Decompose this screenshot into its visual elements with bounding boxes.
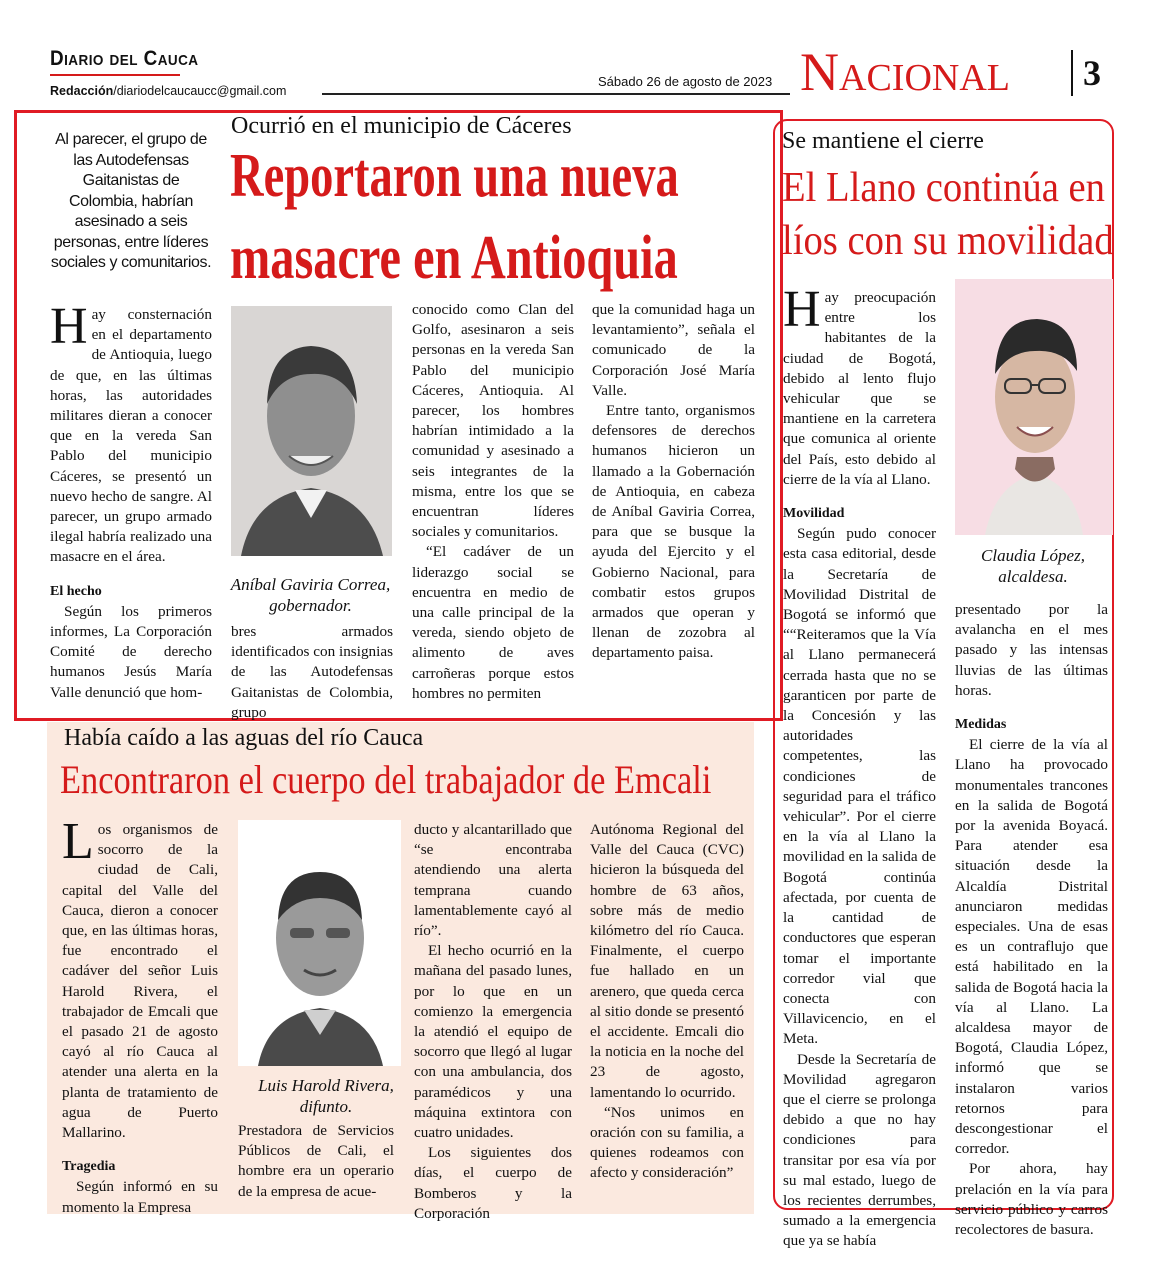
section-divider <box>1071 50 1073 96</box>
paragraph: “El cadáver de un liderazgo social se encuentra en medio de una calle principal de la vereda, siendo objeto de alimento de aves carroñeras porque estos hombres no permiten <box>412 543 574 702</box>
redaccion-label: Redacción <box>50 84 114 98</box>
paragraph: Según informó en su momento la Empresa <box>62 1178 218 1216</box>
article-emcali-column-1 <box>62 813 218 1218</box>
paragraph: Desde la Secretaría de Movilidad agregaron que el cierre se prolonga debido a que no hay condiciones para transitar por esa vía por su mal estado, luego de los recientes derrumbes, sumado a la emergencia que ya se había <box>783 1050 936 1250</box>
paragraph: os organismos de socorro de la ciudad de Cali, capital del Valle del Cauca, dieron a conocer que, en las últimas horas, fue encontrado el cadáver del señor Luis Harold Rivera, el trabajador de Emcali que el pasado 21 de agosto cayó al río Cauca al atender una alerta en la planta de tratamiento de agua de Puerto Mallarino. <box>62 821 218 1142</box>
page-number: 3 <box>1083 53 1101 93</box>
article-emcali-column-2 <box>238 1121 394 1202</box>
paragraph: “Nos unimos en oración con su familia, a quienes rodeamos con afecto y consideración” <box>590 1103 744 1182</box>
portrait-illustration <box>231 306 392 556</box>
subhead-movilidad: Movilidad <box>783 506 845 522</box>
article-emcali-column-3 <box>414 820 572 1224</box>
article-llano-headline-2: líos con su movilidad <box>782 218 1114 264</box>
paragraph: presentado por la avalancha en el mes pasado y las intensas lluvias de las últimas horas. <box>955 601 1108 699</box>
photo-caption-claudia-lopez: Claudia López, alcaldesa. <box>981 546 1085 586</box>
paragraph: Los siguientes dos días, el cuerpo de Bomberos y la Corporación <box>414 1144 572 1222</box>
portrait-illustration <box>238 820 401 1066</box>
article-llano-kicker: Se mantiene el cierre <box>782 128 984 154</box>
article-antioquia-column-4 <box>592 300 755 664</box>
article-llano-column-1 <box>783 281 936 1252</box>
paper-name: Diario del Cauca <box>50 47 199 70</box>
paragraph: Entre tanto, organismos defensores de derechos humanos hicieron un llamado a la Gobernación de Antioquia, en cabeza de Aníbal Gaviria Correa, para que se busque la ayuda del Ejercito y el Gobierno Nacional, para combatir estos grupos armados que operan y llenan de zozobra al departamento paisa. <box>592 402 755 662</box>
article-antioquia-column-1 <box>50 298 212 703</box>
paragraph: bres armados identificados con insignias de las Autodefensas Gaitanistas de Colombia, grupo <box>231 623 393 721</box>
paragraph: ay preocupación entre los habitantes de la ciudad de Bogotá, debido al lento flujo vehicular que se mantiene en la carretera que comunica al oriente del País, esto debido al cierre de la vía al Llano. <box>783 289 936 488</box>
paragraph: conocido como Clan del Golfo, asesinaron a seis personas en la vereda San Pablo del municipio Cáceres, Antioquia. Al parecer, los hombres habrían intimidado a la comunidad y asesinado a seis integrantes de la misma, entre los que se encuentran líderes sociales y comunitarios. <box>412 301 574 541</box>
paragraph: Prestadora de Servicios Públicos de Cali, el hombre era un operario de la empresa de acue- <box>238 1122 394 1200</box>
article-antioquia-column-2 <box>231 622 393 723</box>
photo-claudia-lopez <box>955 279 1113 535</box>
article-llano-headline-1: El Llano continúa en <box>782 165 1105 211</box>
article-emcali-column-4 <box>590 820 744 1184</box>
paragraph: Según pudo conocer esta casa editorial, desde la Secretaría de Movilidad Distrital de Bogotá se informó que ““Reiteramos que la Vía al Llano permanecerá cerrada hasta que no se garanticen por parte de la Concesión y las autoridades competentes, las condiciones de seguridad para el tráfico vehicular”. Por el cierre en la vía al Llano la movilidad en la salida de Bogotá continúa afectada, por cuenta de la cantidad de conductores que esperan tomar el importante corredor vial que conecta con Villavicencio, en el Meta. <box>783 525 936 1048</box>
paragraph: Según los primeros informes, La Corporación Comité de derecho humanos Jesús María Valle denunció que hom- <box>50 602 212 701</box>
paragraph: El cierre de la vía al Llano ha provocado monumentales trancones en la salida de Bogotá por la avenida Boyacá. Para atender esa situación desde la Alcaldía Distrital anunciaron medidas especiales. Una de esas es un contraflujo que está habilitado en la salida de Bogotá hacia la vía al Llano. La alcaldesa mayor de Bogotá, Claudia López, informó que se instalaron varios retornos para descongestionar el corredor. <box>955 736 1108 1158</box>
article-llano-column-2 <box>955 600 1108 1240</box>
article-antioquia-column-3 <box>412 300 574 704</box>
article-antioquia-kicker: Ocurrió en el municipio de Cáceres <box>231 113 572 139</box>
article-emcali-kicker: Había caído a las aguas del río Cauca <box>64 725 424 751</box>
photo-anibal-gaviria <box>231 306 392 556</box>
photo-luis-harold-rivera <box>238 820 401 1066</box>
dropcap: H <box>783 281 821 338</box>
subhead-el-hecho: El hecho <box>50 583 102 599</box>
article-emcali-headline: Encontraron el cuerpo del trabajador de Emcali <box>60 757 712 802</box>
dropcap: H <box>50 298 88 355</box>
paper-name-underline <box>50 74 180 76</box>
dropcap: L <box>62 813 94 870</box>
paragraph: El hecho ocurrió en la mañana del pasado lunes, por lo que en un comienzo la emergencia la atendió el equipo de socorro que llegó al lugar con una ambulancia, dos paramédicos y una máquina extintora con cuatro unidades. <box>414 942 572 1142</box>
issue-date: Sábado 26 de agosto de 2023 <box>598 74 773 89</box>
paragraph: Por ahora, hay prelación en la vía para servicio público y carros recolectores de basura. <box>955 1160 1108 1239</box>
header-rule <box>322 93 790 95</box>
portrait-illustration <box>955 279 1113 535</box>
article-antioquia-summary: Al parecer, el grupo de las Autodefensas Gaitanistas de Colombia, habrían asesinado a seis personas, entre líderes sociales y comunitarios. <box>50 131 212 271</box>
subhead-medidas: Medidas <box>955 717 1007 733</box>
redaccion-email: /diariodelcaucaucc@gmail.com <box>113 84 287 98</box>
subhead-tragedia: Tragedia <box>62 1159 116 1175</box>
paragraph: ay consternación en el departamento de Antioquia, luego de que, en las últimas horas, las autoridades militares dieran a conocer que en la vereda San Pablo del municipio Cáceres, se presentó un nuevo hecho de sangre. Al parecer, un grupo armado ilegal habría realizado una masacre en el área. <box>50 306 212 566</box>
paragraph: Autónoma Regional del Valle del Cauca (CVC) hicieron la búsqueda del hombre de 63 años, sobre más de medio kilómetro del río Cauca. Finalmente, el cuerpo fue hallado en un arenero, que queda cerca al sitio donde se presentó el accidente. Emcali dio la noticia en la noche del 23 de agosto, lamentando lo ocurrido. <box>590 821 744 1101</box>
article-antioquia-headline-1: Reportaron una nueva <box>230 142 679 210</box>
paragraph: ducto y alcantarillado que “se encontraba atendiendo una alerta temprana cuando lamentablemente cayó al río”. <box>414 821 572 940</box>
section-title: Nacional <box>800 42 1010 102</box>
redaccion-line <box>50 84 286 98</box>
article-antioquia-headline-2: masacre en Antioquia <box>230 224 678 292</box>
paragraph: que la comunidad haga un levantamiento”, señala el comunicado de la Corporación José María Valle. <box>592 301 755 399</box>
photo-caption-luis-harold-rivera: Luis Harold Rivera, difunto. <box>258 1076 394 1116</box>
photo-caption-anibal-gaviria: Aníbal Gaviria Correa, gobernador. <box>230 575 391 615</box>
